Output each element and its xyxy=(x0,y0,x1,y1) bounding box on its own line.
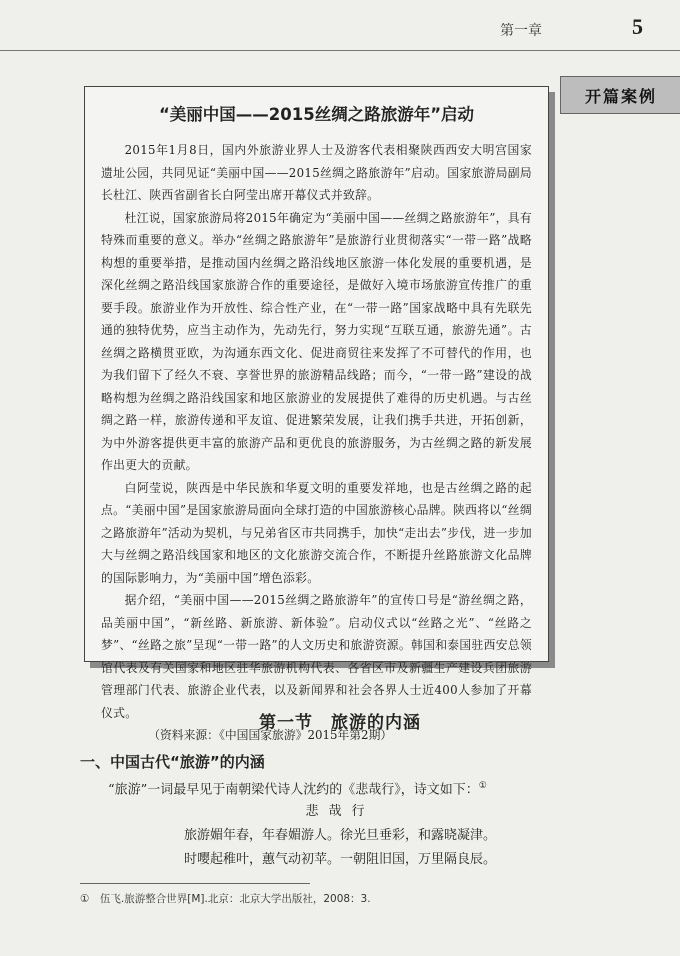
side-tab-label: 开篇案例 xyxy=(584,86,657,106)
subsection-title: 一、中国古代“旅游”的内涵 xyxy=(80,753,265,771)
poem-line: 时嘤起稚叶，蕙气动初苹。一朝阻旧国，万里隔良辰。 xyxy=(183,852,496,867)
body-text xyxy=(108,776,578,800)
page-number: 5 xyxy=(632,14,643,39)
side-tab-opening-case xyxy=(560,76,680,114)
header-rule xyxy=(0,50,680,51)
case-paragraph: 白阿莹说，陕西是中华民族和华夏文明的重要发祥地，也是古丝绸之路的起点。“美丽中国”是国家旅游局面向全球打造的中国旅游核心品牌。陕西将以“丝绸之路旅游年”活动为契机，与兄弟省区市共同携手，加快“走出去”步伐，进一步加大与丝绸之路沿线国家和地区的文化旅游交流合作，不断提升丝路旅游文化品牌的国际影响力，为“美丽中国”增色添彩。 xyxy=(101,480,532,585)
case-source: （资料来源：《中国国家旅游》2015年第2期） xyxy=(148,728,393,742)
poem-line: 旅游媚年春，年春媚游人。徐光旦垂彩，和露晓凝津。 xyxy=(183,828,496,843)
footnote-rule xyxy=(80,883,310,884)
footnote: ① 伍飞.旅游整合世界[M].北京：北京大学出版社，2008：3. xyxy=(80,893,371,905)
case-title: “美丽中国——2015丝绸之路旅游年”启动 xyxy=(158,105,475,124)
chapter-label: 第一章 xyxy=(500,23,542,39)
poem-title: 悲哉行 xyxy=(305,804,375,819)
case-paragraph: 据介绍，“美丽中国——2015丝绸之路旅游年”的宣传口号是“游丝绸之路，品美丽中国”，“新丝路、新旅游、新体验”。启动仪式以“丝路之光”、“丝路之梦”、“丝路之旅”呈现“一带一路”的人文历史和旅游资源。韩国和泰国驻西安总领馆代表及有关国家和地区驻华旅游机构代表、各省区市及新疆生产建设兵团旅游管理部门代表、旅游企业代表，以及新闻界和社会各界人士近400人参加了开幕仪式。 xyxy=(101,593,532,720)
body-text-content: “旅游”一词最早见于南朝梁代诗人沈约的《悲哉行》，诗文如下： xyxy=(108,782,479,798)
case-paragraph: 杜江说，国家旅游局将2015年确定为“美丽中国——丝绸之路旅游年”，具有特殊而重要的意义。举办“丝绸之路旅游年”是旅游行业贯彻落实“一带一路”战略构想的重要举措，是推动国内丝绸之路沿线地区旅游一体化发展的重要机遇，是深化丝绸之路沿线国家旅游合作的重要途径，是做好入境市场旅游宣传推广的重要手段。旅游业作为开放性、综合性产业，在“一带一路”国家战略中具有先联先通的独特优势，应当主动作为，先动先行，努力实现“互联互通，旅游先通”。古丝绸之路横贯亚欧，为沟通东西文化、促进商贸往来发挥了不可替代的作用，也为我们留下了经久不衰、享誉世界的旅游精品线路；而今，“一带一路”建设的战略构想为丝绸之路沿线国家和地区旅游业的发展提供了难得的历史机遇。与古丝绸之路一样，旅游传递和平友谊、促进繁荣发展，让我们携手共进，开拓创新，为中外游客提供更丰富的旅游产品和更优良的旅游服务，为古丝绸之路的新发展作出更大的贡献。 xyxy=(101,210,532,472)
section-title: 第一节 旅游的内涵 xyxy=(259,713,421,733)
footnote-reference[interactable]: ① xyxy=(478,781,487,791)
case-paragraph: 2015年1月8日，国内外旅游业界人士及游客代表相聚陕西西安大明宫国家遗址公园，共同见证“美丽中国——2015丝绸之路旅游年”启动。国家旅游局副局长杜江、陕西省副省长白阿莹出席开幕仪式并致辞。 xyxy=(101,143,532,202)
